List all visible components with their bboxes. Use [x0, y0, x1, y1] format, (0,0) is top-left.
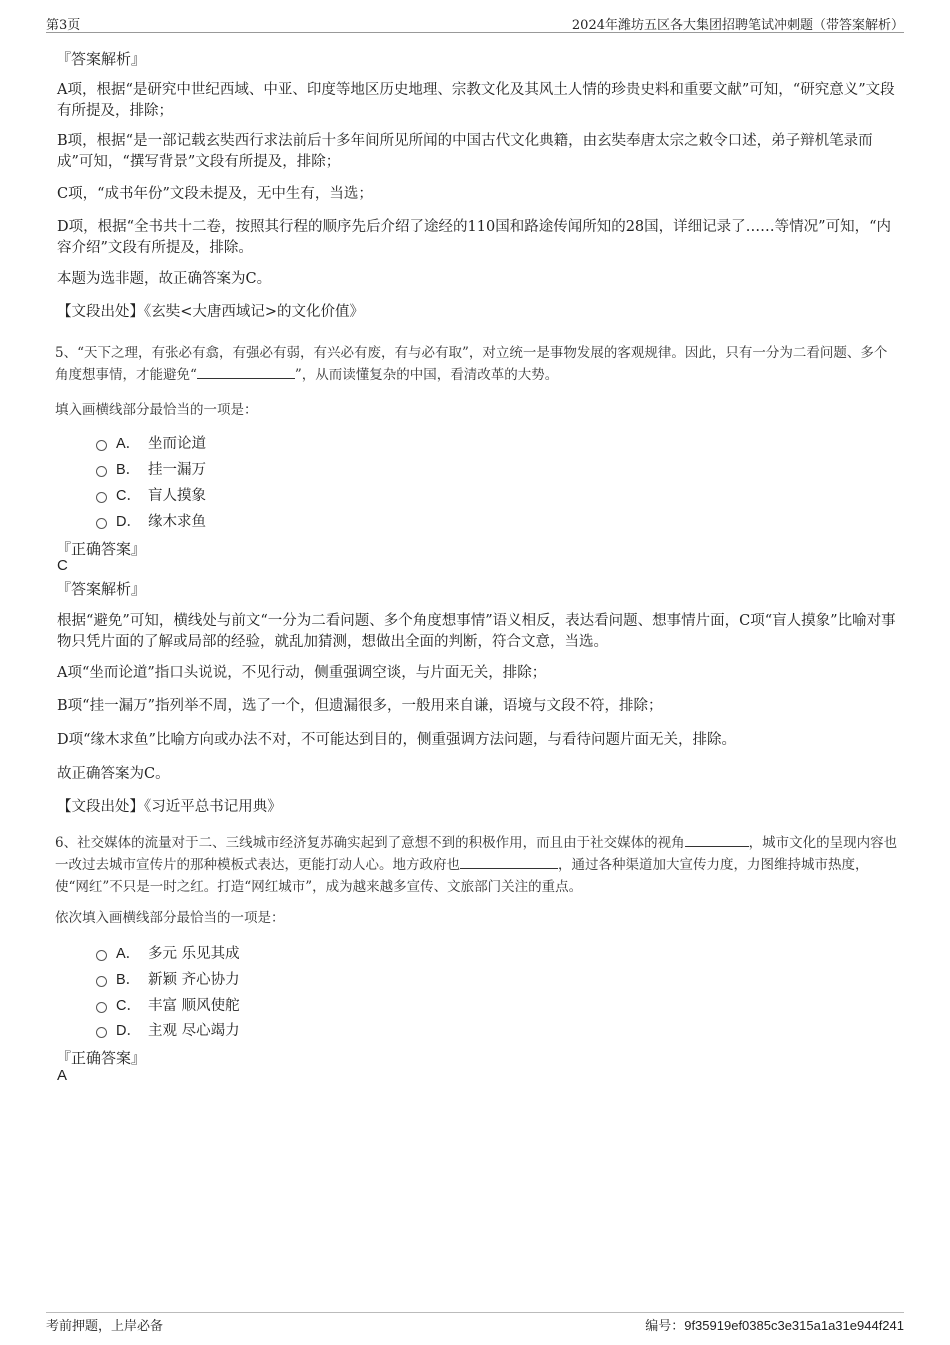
radio-icon[interactable]	[96, 976, 107, 987]
source-citation: 【文段出处】《玄奘<大唐西域记>的文化价值》	[57, 304, 365, 320]
q5-option-b[interactable]: B． 挂一漏万	[96, 458, 206, 479]
analysis-para-a: A项“坐而论道”指口头说说，不见行动，侧重强调空谈，与片面无关，排除；	[57, 665, 547, 681]
question-6-stem: 6、社交媒体的流量对于二、三线城市经济复苏确实起到了意想不到的积极作用，而且由于社交媒体的视角 ，城市文化的呈现内容也一改过去城市宣传片的那种模板式表达，更能打动人心。地方政府也 ，通过各种渠道加大宣传力度，力图维持城市热度，使“网红”不只是一时之红。打造“网红城市”，成为越来越多宣传、文旅部门关注的重点。	[55, 832, 900, 898]
source-citation: 【文段出处】《习近平总书记用典》	[57, 799, 282, 815]
analysis-para-d: D项“缘木求鱼”比喻方向或办法不对，不可能达到目的，侧重强调方法问题，与看待问题片面无关，排除。	[57, 732, 736, 748]
page-header	[46, 12, 904, 33]
correct-answer: A	[57, 1067, 68, 1084]
analysis-para-c: C项，“成书年份”文段未提及，无中生有，当选；	[57, 186, 373, 202]
q5-option-c[interactable]: C． 盲人摸象	[96, 484, 206, 505]
radio-icon[interactable]	[96, 950, 107, 961]
analysis-label: 『答案解析』	[56, 580, 147, 598]
analysis-conclusion: 故正确答案为C。	[57, 766, 170, 782]
page-footer	[46, 1312, 904, 1334]
radio-icon[interactable]	[96, 492, 107, 503]
correct-answer: C	[57, 557, 68, 574]
analysis-para-d: D项，根据“全书共十二卷，按照其行程的顺序先后介绍了途经的110国和路途传闻所知的28国，详细记录了……等情况”可知，“内容介绍”文段有所提及，排除。	[57, 219, 891, 256]
analysis-para-main: 根据“避免”可知，横线处与前文“一分为二看问题、多个角度想事情”语义相反，表达看问题、想事情片面，C项“盲人摸象”比喻对事物只凭片面的了解或局部的经验，就乱加猜测，想做出全面的判断，符合文意，当选。	[57, 613, 896, 650]
analysis-conclusion: 本题为选非题，故正确答案为C。	[57, 271, 272, 287]
question-5-stem: 5、“天下之理，有张必有翕，有强必有弱，有兴必有废，有与必有取”，对立统一是事物发展的客观规律。因此，只有一分为二看问题、多个角度想事情，才能避免“ ”，从而读懂复杂的中国，看清改革的大势。	[55, 345, 888, 383]
question-5-prompt: 填入画横线部分最恰当的一项是：	[55, 402, 258, 418]
analysis-para-a: A项，根据“是研究中世纪西域、中亚、印度等地区历史地理、宗教文化及其风土人情的珍贵史料和重要文献”可知，“研究意义”文段有所提及，排除；	[57, 82, 895, 119]
page-number: 第3页	[46, 18, 81, 33]
analysis-para-b: B项“挂一漏万”指列举不周，选了一个，但遗漏很多，一般用来自谦，语境与文段不符，排除；	[57, 698, 663, 714]
answer-blank	[685, 832, 749, 847]
radio-icon[interactable]	[96, 466, 107, 477]
radio-icon[interactable]	[96, 1002, 107, 1013]
q5-option-a[interactable]: A． 坐而论道	[96, 432, 206, 453]
document-code: 编号：9f35919ef0385c3e315a1a31e944f241	[645, 1318, 904, 1334]
radio-icon[interactable]	[96, 1027, 107, 1038]
correct-answer-label: 『正确答案』	[56, 1049, 147, 1067]
analysis-para-b: B项，根据“是一部记载玄奘西行求法前后十多年间所见所闻的中国古代文化典籍，由玄奘奉唐太宗之敕令口述，弟子辩机笔录而成”可知，“撰写背景”文段有所提及，排除；	[57, 133, 873, 170]
analysis-label: 『答案解析』	[56, 50, 147, 68]
correct-answer-label: 『正确答案』	[56, 540, 147, 558]
q6-option-c[interactable]: C． 丰富 顺风使舵	[96, 994, 240, 1015]
document-title: 2024年潍坊五区各大集团招聘笔试冲刺题（带答案解析）	[571, 18, 904, 33]
answer-blank	[197, 364, 295, 379]
q6-option-b[interactable]: B． 新颖 齐心协力	[96, 968, 240, 989]
answer-blank	[460, 854, 558, 869]
footer-slogan: 考前押题，上岸必备	[46, 1319, 164, 1334]
q6-option-a[interactable]: A． 多元 乐见其成	[96, 942, 240, 963]
radio-icon[interactable]	[96, 518, 107, 529]
question-6-prompt: 依次填入画横线部分最恰当的一项是：	[55, 910, 285, 926]
radio-icon[interactable]	[96, 440, 107, 451]
q6-option-d[interactable]: D． 主观 尽心竭力	[96, 1019, 240, 1040]
q5-option-d[interactable]: D． 缘木求鱼	[96, 510, 206, 531]
